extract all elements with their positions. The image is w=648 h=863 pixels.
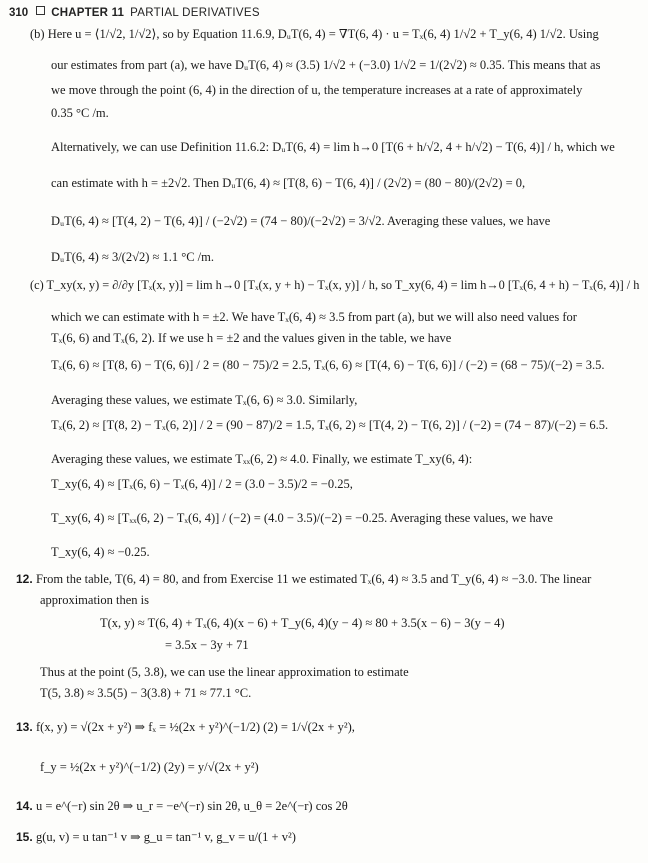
text-line-b2: our estimates from part (a), we have DᵤT(6, 4) ≈ (3.5) 1/√2 + (−3.0) 1/√2 = 1/(2√2) ≈ 0.35. This means that as (51, 58, 601, 72)
text-line-p12f: T(5, 3.8) ≈ 3.5(5) − 3(3.8) + 71 ≈ 77.1 °C. (40, 686, 252, 700)
text-line-b1: (b) Here u = ⟨1/√2, 1/√2⟩, so by Equation 11.6.9, DᵤT(6, 4) = ∇T(6, 4) · u = Tₓ(6, 4) 1/√2 + T_y(6, 4) 1/√2. Using (30, 27, 599, 41)
text-line-p13a: 13. f(x, y) = √(2x + y²) ⇒ fₓ = ½(2x + y²)^(−1/2) (2) = 1/√(2x + y²), (16, 720, 355, 734)
exercise-number: 15. (16, 830, 37, 844)
text-line-p15: 15. g(u, v) = u tan⁻¹ v ⇒ g_u = tan⁻¹ v, g_v = u/(1 + v²) (16, 830, 296, 844)
text-line-p14: 14. u = e^(−r) sin 2θ ⇒ u_r = −e^(−r) sin 2θ, u_θ = 2e^(−r) cos 2θ (16, 799, 348, 813)
page-header (9, 6, 260, 19)
square-icon (36, 6, 45, 15)
text-line-c4: Tₓ(6, 6) ≈ [T(8, 6) − T(6, 6)] / 2 = (80 − 75)/2 = 2.5, Tₓ(6, 6) ≈ [T(4, 6) − T(6, 6)] / (−2) = (68 − 75)/(−2) = 3.5. (51, 358, 605, 372)
text-line-p12b: approximation then is (40, 593, 150, 607)
chapter-label: CHAPTER 11 (51, 7, 125, 19)
text-line-p12d: = 3.5x − 3y + 71 (165, 638, 249, 652)
text-line-c9: T_xy(6, 4) ≈ [Tₓₓ(6, 2) − Tₓ(6, 4)] / (−2) = (4.0 − 3.5)/(−2) = −0.25. Averaging these values, we have (51, 511, 553, 525)
text-line-b7: DᵤT(6, 4) ≈ [T(4, 2) − T(6, 4)] / (−2√2) = (74 − 80)/(−2√2) = 3/√2. Averaging these values, we have (51, 214, 551, 228)
text-line-c5: Averaging these values, we estimate Tₓ(6, 6) ≈ 3.0. Similarly, (51, 393, 358, 407)
text-line-b5: Alternatively, we can use Definition 11.6.2: DᵤT(6, 4) = lim h→0 [T(6 + h/√2, 4 + h/√2) − T(6, 4)] / h, which we (51, 140, 615, 154)
section-title: PARTIAL DERIVATIVES (130, 7, 260, 19)
text-line-b6: can estimate with h = ±2√2. Then DᵤT(6, 4) ≈ [T(8, 6) − T(6, 4)] / (2√2) = (80 − 80)/(2√2) = 0, (51, 176, 526, 190)
text-line-p12c: T(x, y) ≈ T(6, 4) + Tₓ(6, 4)(x − 6) + T_y(6, 4)(y − 4) ≈ 80 + 3.5(x − 6) − 3(y − 4) (100, 616, 505, 630)
text-line-b8: DᵤT(6, 4) ≈ 3/(2√2) ≈ 1.1 °C /m. (51, 250, 214, 264)
text-line-p13b: f_y = ½(2x + y²)^(−1/2) (2y) = y/√(2x + y²) (40, 760, 259, 774)
text-line-c8: T_xy(6, 4) ≈ [Tₓ(6, 6) − Tₓ(6, 4)] / 2 = (3.0 − 3.5)/2 = −0.25, (51, 477, 353, 491)
text-line-c6: Tₓ(6, 2) ≈ [T(8, 2) − Tₓ(6, 2)] / 2 = (90 − 87)/2 = 1.5, Tₓ(6, 2) ≈ [T(4, 2) − T(6, 2)] / (−2) = (74 − 87)/(−2) = 6.5. (51, 418, 609, 432)
text-line-p12e: Thus at the point (5, 3.8), we can use the linear approximation to estimate (40, 665, 409, 679)
text-line-c1: (c) T_xy(x, y) = ∂/∂y [Tₓ(x, y)] = lim h→0 [Tₓ(x, y + h) − Tₓ(x, y)] / h, so T_xy(6, 4) = lim h→0 [Tₓ(6, 4 + h) − Tₓ(6, 4)] / h (30, 278, 640, 292)
text-line-p12a: 12. From the table, T(6, 4) = 80, and from Exercise 11 we estimated Tₓ(6, 4) ≈ 3.5 and T_y(6, 4) ≈ −3.0. The linear (16, 572, 592, 586)
text-line-c7: Averaging these values, we estimate Tₓₓ(6, 2) ≈ 4.0. Finally, we estimate T_xy(6, 4): (51, 452, 473, 466)
text-line-b4: 0.35 °C /m. (51, 106, 109, 120)
text-line-c3: Tₓ(6, 6) and Tₓ(6, 2). If we use h = ±2 and the values given in the table, we have (51, 331, 452, 345)
exercise-number: 13. (16, 720, 37, 734)
page-number: 310 (9, 7, 29, 19)
exercise-number: 14. (16, 799, 37, 813)
text-line-b3: we move through the point (6, 4) in the direction of u, the temperature increases at a rate of approximately (51, 83, 583, 97)
text-line-c2: which we can estimate with h = ±2. We have Tₓ(6, 4) ≈ 3.5 from part (a), but we will also need values for (51, 310, 577, 324)
exercise-number: 12. (16, 572, 37, 586)
text-line-c10: T_xy(6, 4) ≈ −0.25. (51, 545, 150, 559)
